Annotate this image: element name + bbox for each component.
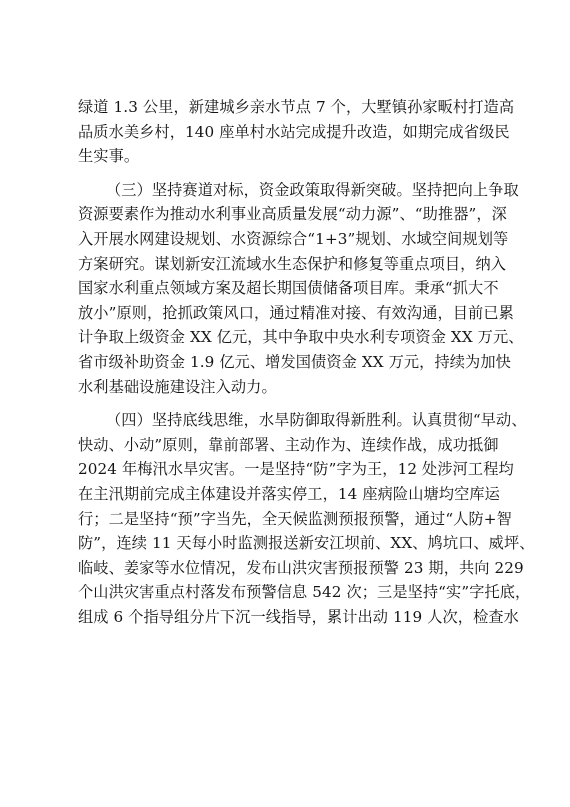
text-line: 防”，连续 11 天每小时监测报送新安江坝前、XX、鸠坑口、威坪、 [78, 534, 535, 553]
text-line: 品质水美乡村，140 座单村水站完成提升改造，如期完成省级民 [78, 122, 510, 141]
text-line: 绿道 1.3 公里，新建城乡亲水节点 7 个，大墅镇孙家畈村打造高 [78, 98, 515, 116]
text-line: 资源要素作为推动水利事业高质量发展“动力源”、“助推器”，深 [78, 205, 507, 224]
paragraph-spacer [78, 399, 508, 408]
document-body [78, 95, 535, 629]
text-line: 国家水利重点领域方案及超长期国债储备项目库。秉承“抓大不 [78, 279, 499, 298]
text-line: 方案研究。谋划新安江流域水生态保护和修复等重点项目，纳入 [78, 254, 507, 273]
text-line: 省市级补助资金 1.9 亿元、增发国债资金 XX 万元，持续为加快 [78, 352, 511, 371]
text-line: 在主汛期前完成主体建设并落实停工，14 座病险山塘均空库运 [78, 484, 500, 503]
text-line: 快动、小动”原则，靠前部署、主动作为、连续作战，成功抵御 [78, 435, 499, 454]
text-line: 个山洪灾害重点村落发布预警信息 542 次；三是坚持“实”字托底， [78, 583, 531, 602]
text-line: 入开展水网建设规划、水资源综合“1+3”规划、水域空间规划等 [78, 229, 509, 248]
text-line: 临岐、姜家等水位情况，发布山洪灾害预报预警 23 期，共向 229 [78, 558, 524, 577]
paragraph-spacer [78, 169, 508, 178]
text-line: 行；二是坚持“预”字当先，全天候监测预报预警，通过“人防+智 [78, 509, 512, 528]
text-line: 2024 年梅汛水旱灾害。一是坚持“防”字为王，12 处涉河工程均 [78, 460, 514, 479]
text-line: （三）坚持赛道对标，资金政策取得新突破。坚持把向上争取 [106, 180, 519, 199]
text-line: 生实事。 [78, 147, 140, 166]
text-line: 计争取上级资金 XX 亿元，其中争取中央水利专项资金 XX 万元、 [78, 328, 524, 347]
text-line: 水利基础设施建设注入动力。 [78, 377, 277, 396]
paragraph-greenway-results [78, 95, 515, 169]
paragraph-funding-policy [78, 178, 524, 399]
paragraph-flood-drought-defense [78, 408, 535, 629]
text-line: （四）坚持底线思维，水旱防御取得新胜利。认真贯彻“早动、 [106, 411, 527, 430]
text-line: 组成 6 个指导组分片下沉一线指导，累计出动 119 人次，检查水 [78, 607, 519, 626]
text-line: 放小”原则，抢抓政策风口，通过精准对接、有效沟通，目前已累 [78, 303, 514, 322]
